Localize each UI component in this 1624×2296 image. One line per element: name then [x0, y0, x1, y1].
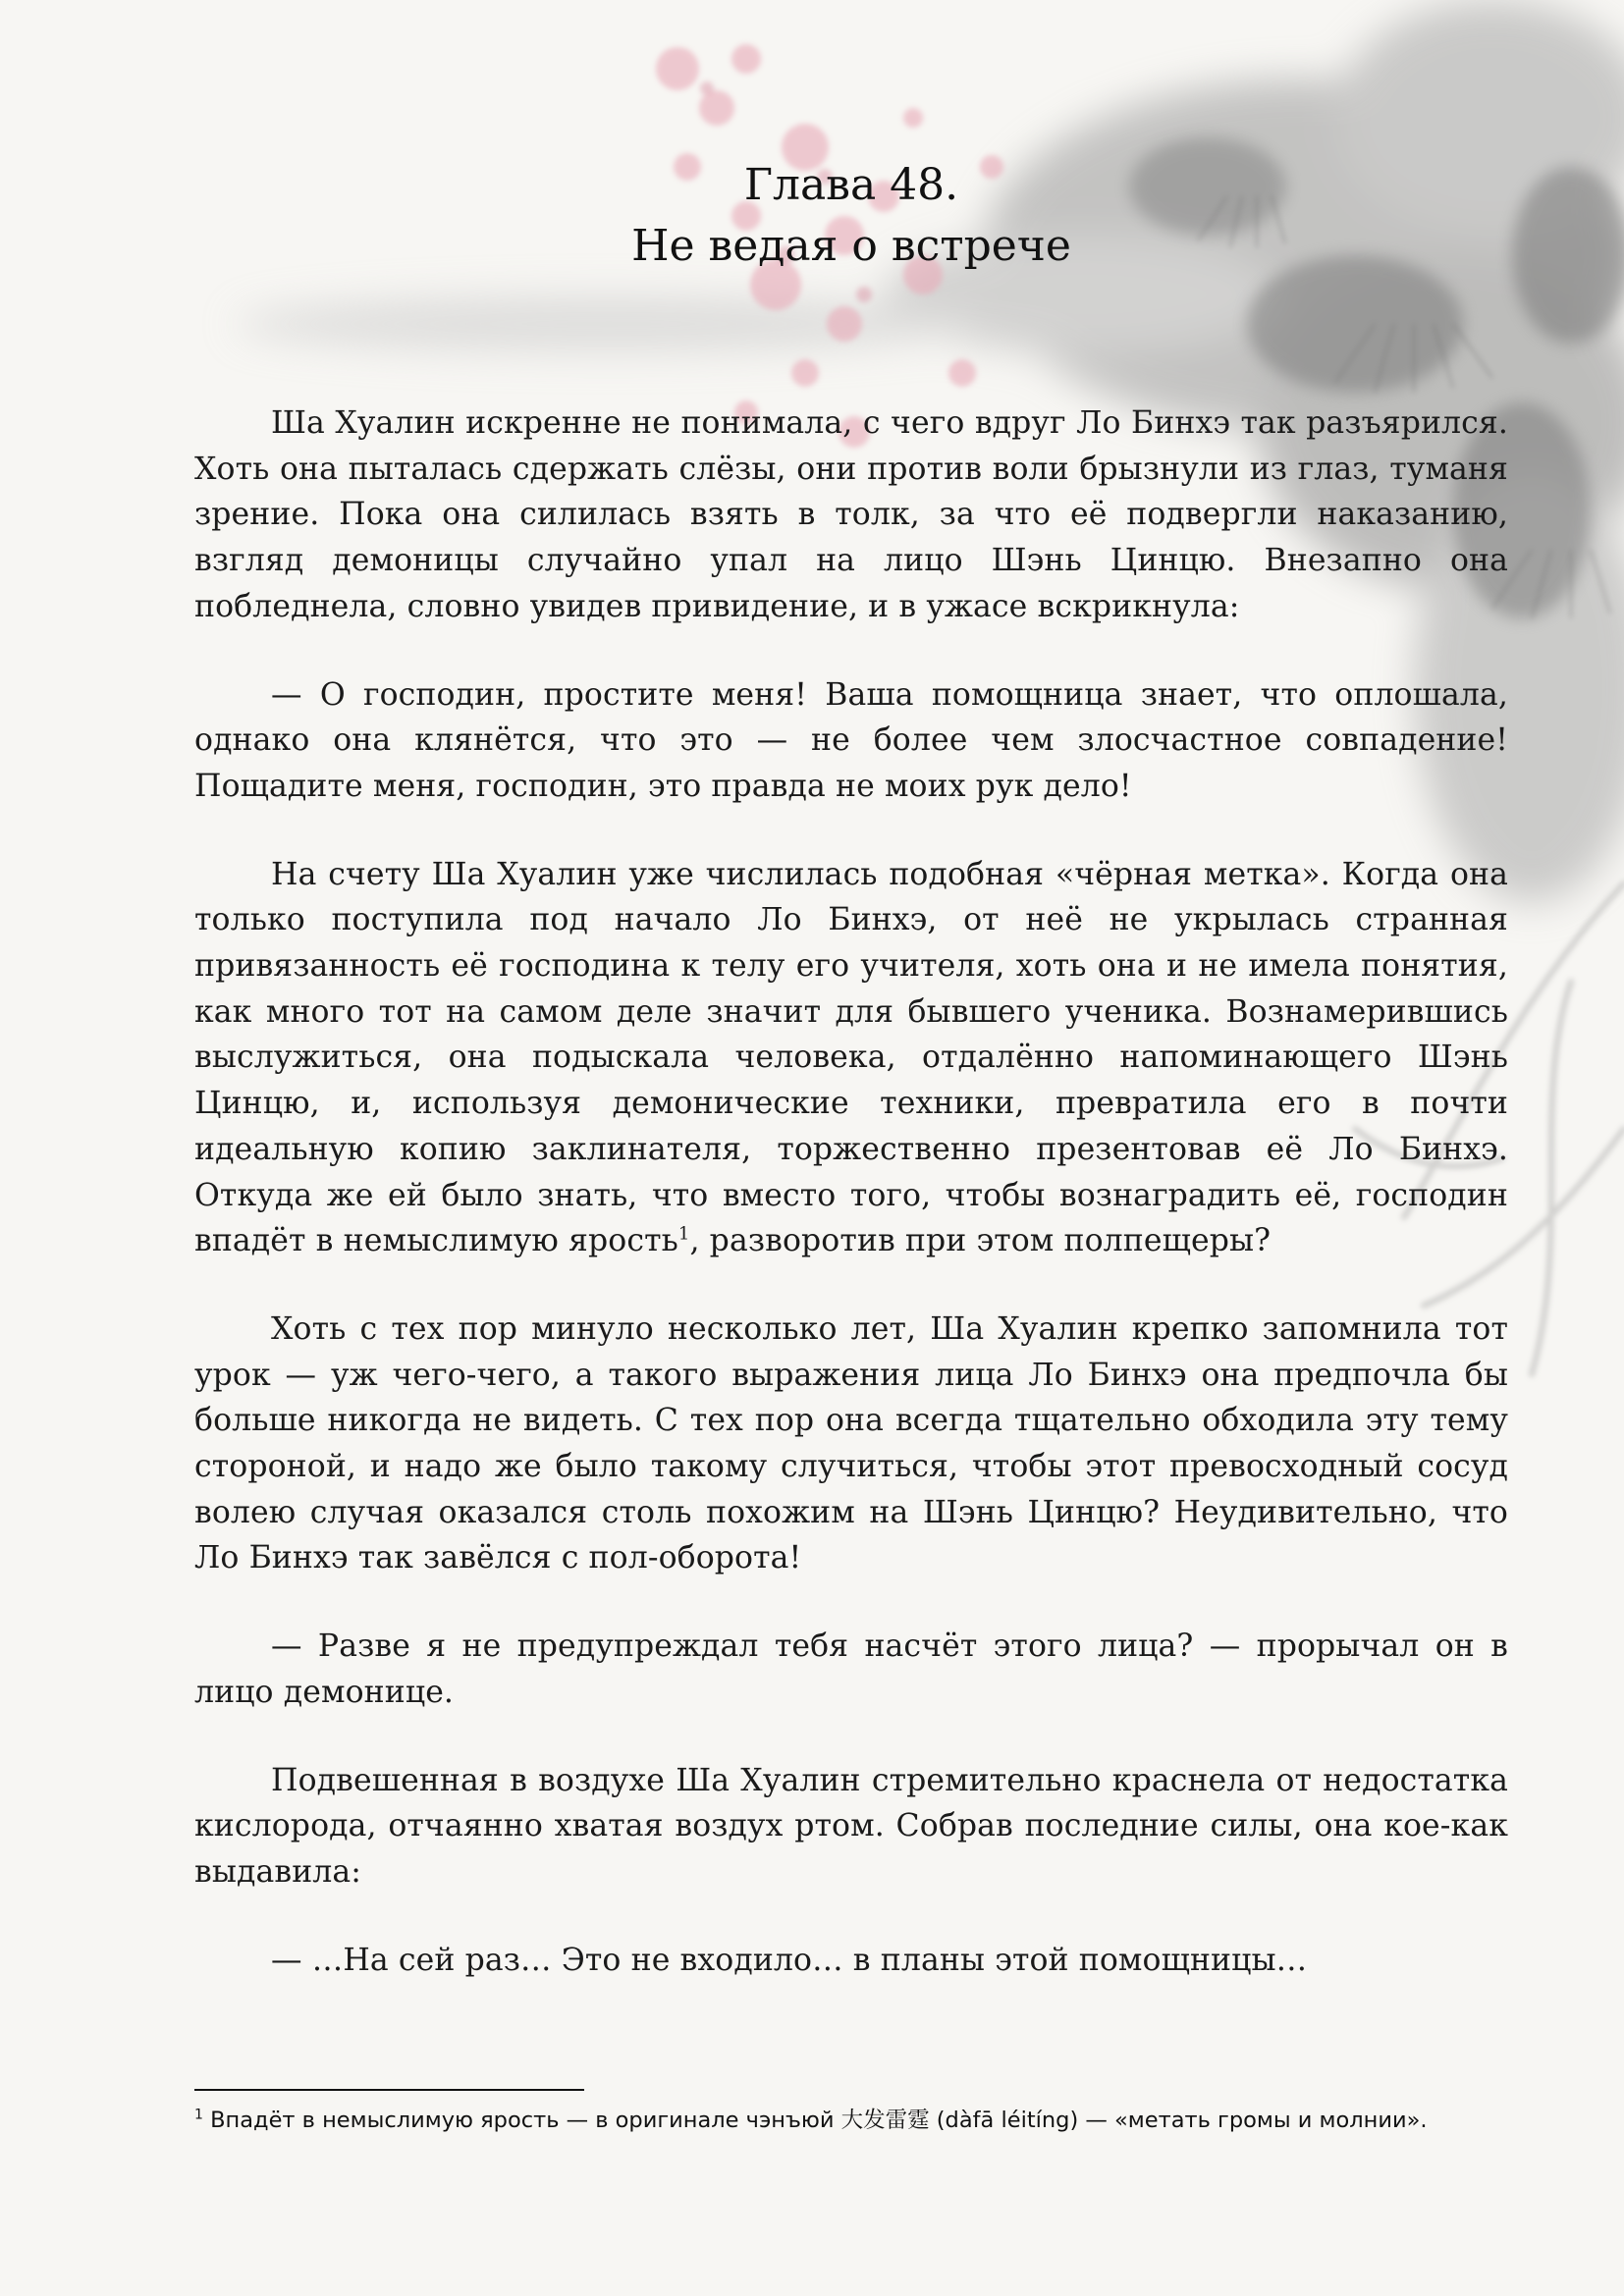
chapter-content	[194, 155, 1508, 2025]
paragraph-text: На счету Ша Хуалин уже числилась подобная «чёрная метка». Когда она только поступила под начало Ло Бинхэ, от неё не укрылась странная привязанность её господина к телу его учителя, хоть она и не имела понятия, как много тот на самом деле значит для бывшего ученика. Вознамерившись выслужиться, она подыскала человека, отдалённо напоминающего Шэнь Цинцю, и, используя демонические техники, превратила его в почти идеальную копию заклинателя, торжественно презентовав её Ло Бинхэ. Откуда же ей было знать, что вместо того, чтобы вознаградить её, господин впадёт в немыслимую ярость	[194, 856, 1508, 1259]
chapter-title: Не ведая о встрече	[631, 221, 1071, 271]
chapter-number: Глава 48.	[743, 160, 959, 210]
footnote	[194, 2105, 1510, 2136]
footnote-text: Впадёт в немыслимую ярость — в оригинале чэнъюй 大发雷霆 (dàfā léitíng) — «метать громы и молнии».	[202, 2108, 1428, 2133]
paragraph-with-footnote	[194, 852, 1508, 1264]
footnote-marker: 1	[194, 2107, 203, 2123]
paragraph: Подвешенная в воздухе Ша Хуалин стремительно краснела от недостатка кислорода, отчаянно хватая воздух ртом. Собрав последние силы, она кое-как выдавила:	[194, 1762, 1508, 1890]
paragraph: Ша Хуалин искренне не понимала, с чего вдруг Ло Бинхэ так разъярился. Хоть она пыталась сдержать слёзы, они против воли брызнули из глаз, туманя зрение. Пока она силилась взять в толк, за что её подвергли наказанию, взгляд демоницы случайно упал на лицо Шэнь Цинцю. Внезапно она побледнела, словно увидев привидение, и в ужасе вскрикнула:	[194, 405, 1508, 624]
paragraph: — О господин, простите меня! Ваша помощница знает, что оплошала, однако она клянётся, что это — не более чем злосчастное совпадение! Пощадите меня, господин, это правда не моих рук дело!	[194, 676, 1508, 804]
paragraph: — …На сей раз… Это не входило… в планы этой помощницы…	[271, 1942, 1308, 1978]
footnote-reference[interactable]: 1	[677, 1223, 690, 1245]
chapter-heading	[194, 155, 1508, 277]
paragraph-text-continued: , разворотив при этом полпещеры?	[689, 1223, 1272, 1259]
paragraph: — Разве я не предупреждал тебя насчёт этого лица? — прорычал он в лицо демонице.	[194, 1629, 1508, 1710]
paragraph: Хоть с тех пор минуло несколько лет, Ша Хуалин крепко запомнила тот урок — уж чего-чего, а такого выражения лица Ло Бинхэ она предпочла бы больше никогда не видеть. С тех пор она всегда тщательно обходила эту тему стороной, и надо же было такому случиться, чтобы этот превосходный сосуд волею случая оказался столь похожим на Шэнь Цинцю? Неудивительно, что Ло Бинхэ так завёлся с пол-оборота!	[194, 1310, 1508, 1576]
footnote-separator	[194, 2089, 584, 2091]
chapter-body	[194, 400, 1508, 1983]
